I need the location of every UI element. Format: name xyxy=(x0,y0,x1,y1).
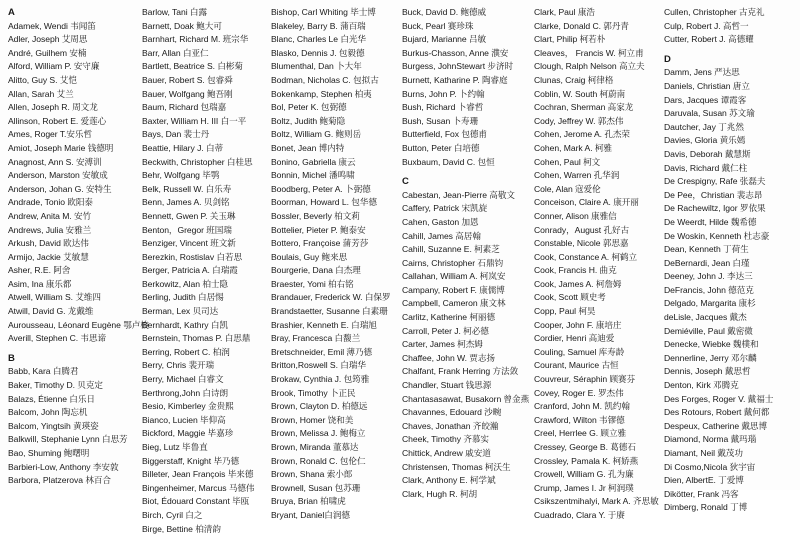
index-entry: Bartlett, Beatrice S. 白彬菊 xyxy=(142,61,243,72)
index-entry: Constable, Nicole 郭思嘉 xyxy=(534,238,629,249)
index-entry: Adamek, Wendi 韦闻笛 xyxy=(8,20,96,31)
index-entry: Chavannes, Edouard 沙畹 xyxy=(402,407,502,418)
index-entry: Cressey, George B. 葛德石 xyxy=(534,442,636,452)
index-entry: Cairns, Christopher 石鼎钧 xyxy=(402,257,504,268)
index-entry: Balcom, John 陶忘机 xyxy=(8,407,88,418)
index-entry: Coblin, W. South 柯蔚南 xyxy=(534,88,626,99)
index-entry: Barnhart, Richard M. 班宗华 xyxy=(142,34,249,45)
index-entry: Cook, Scott 顾史考 xyxy=(534,292,606,303)
index-entry: Brandstaetter, Susanne 白素珊 xyxy=(271,306,388,317)
index-entry: Creel, Herrlee G. 顾立雅 xyxy=(534,428,627,439)
index-entry: Csikszentmihalyi, Mark A. 齐思敏 xyxy=(534,496,659,507)
index-entry: Brashier, Kenneth E. 白瑞旭 xyxy=(271,319,377,330)
index-entry: Butterfield, Fox 包德甫 xyxy=(402,129,487,140)
index-entry: Cutter, Robert J. 高德耀 xyxy=(664,34,754,45)
index-entry: Bush, Susan 卜寿珊 xyxy=(402,115,479,126)
index-entry: Dennerline, Jerry 邓尔麟 xyxy=(664,352,757,363)
index-entry: Bonet, Jean 博内特 xyxy=(271,142,345,153)
index-entry: Boltz, William G. 鲍则岳 xyxy=(271,129,362,140)
index-entry: Denecke, Wiebke 魏樸和 xyxy=(664,339,759,350)
index-entry: Beattie, Hilary J. 白蒂 xyxy=(142,142,224,153)
index-entry: Allinson, Robert E. 爱莲心 xyxy=(8,115,107,126)
index-entry: Benton，Gregor 班国瑞 xyxy=(142,224,232,235)
index-entry: Berring, Robert C. 柏润 xyxy=(142,346,230,357)
index-entry: Bieg, Lutz 毕鲁直 xyxy=(142,442,208,452)
index-entry: Berry, Chris 裴开瑞 xyxy=(142,360,215,371)
index-entry: Brown, Miranda 董慕达 xyxy=(271,442,359,452)
index-entry: Baum, Richard 包瑞嘉 xyxy=(142,102,227,113)
index-entry: De Weerdt, Hilde 魏希德 xyxy=(664,216,757,227)
index-entry: Denton, Kirk 邓腾克 xyxy=(664,380,739,391)
index-entry: Andrade, Tonio 欧阳泰 xyxy=(8,197,93,208)
index-entry: Andrew, Anita M. 安竹 xyxy=(8,210,92,221)
index-entry: Baker, Timothy D. 贝克定 xyxy=(8,380,103,391)
index-entry: Boltz, Judith 鲍菊隐 xyxy=(271,115,346,126)
index-entry: Cheek, Timothy 齐慕实 xyxy=(402,434,489,445)
index-entry: Bao, Shuming 鲍曙明 xyxy=(8,448,90,458)
index-entry: Bickford, Maggie 毕嘉珍 xyxy=(142,428,234,439)
index-entry: De Woskin, Kenneth 杜志豪 xyxy=(664,230,770,241)
index-entry: Bonnin, Michel 潘鸣啸 xyxy=(271,170,355,181)
index-entry: Billeter, Jean François 毕来德 xyxy=(142,469,254,480)
index-entry: Allen, Joseph R. 周文龙 xyxy=(8,102,98,113)
index-entry: Adler, Joseph 艾周思 xyxy=(8,34,88,45)
index-entry: Diamond, Norma 戴玛瑙 xyxy=(664,434,757,445)
index-entry: Balcom, Yingtsih 黄瑛姿 xyxy=(8,420,99,431)
index-entry: Birch, Cyril 白之 xyxy=(142,509,203,520)
section-letter-heading: B xyxy=(8,352,15,364)
section-letter-heading: C xyxy=(402,176,409,188)
index-entry: Dien, AlbertE. 丁爱博 xyxy=(664,475,744,486)
index-entry: Cook, Constance A. 柯鹤立 xyxy=(534,251,638,262)
index-entry: Carter, James 柯杰姆 xyxy=(402,339,483,350)
index-entry: DeFrancis, John 德范克 xyxy=(664,284,754,295)
index-entry: Balazs, Étienne 白乐日 xyxy=(8,393,95,404)
index-entry: DeBernardi, Jean 白瑾 xyxy=(664,257,750,268)
index-entry: Crump, James I. Jr 柯润璞 xyxy=(534,482,634,493)
index-entry: Boorman, Howard L. 包华德 xyxy=(271,197,377,208)
index-entry: Burnett, Katharine P. 陶睿庭 xyxy=(402,74,508,85)
index-entry: Culp, Robert J. 高哲一 xyxy=(664,20,749,31)
index-entry: Allan, Sarah 艾兰 xyxy=(8,88,74,99)
index-entry: Crawford, Wilton 韦镠德 xyxy=(534,414,625,425)
index-entry: Brown, Ronald C. 包伦仁 xyxy=(271,455,366,466)
index-entry: Brandauer, Frederick W. 白保罗 xyxy=(271,292,391,303)
index-entry: Bonino, Gabriella 康云 xyxy=(271,156,356,167)
index-entry: Blumenthal, Dan 卜大年 xyxy=(271,61,362,72)
index-entry: Cohen, Warren 孔华润 xyxy=(534,170,620,181)
index-entry: Demiéville, Paul 戴密微 xyxy=(664,325,753,336)
index-entry: Barbora, Platzerova 林百合 xyxy=(8,475,111,486)
index-entry: Andrews, Julia 安雅兰 xyxy=(8,224,92,235)
index-entry: Barbieri-Low, Anthony 李安敦 xyxy=(8,461,119,472)
index-entry: Barnett, Doak 鲍大可 xyxy=(142,20,222,31)
index-entry: Averill, Stephen C. 韦思谛 xyxy=(8,333,107,344)
index-entry: Britton,Roswell S. 白瑞华 xyxy=(271,360,366,371)
index-entry: Cabestan, Jean-Pierre 高敬文 xyxy=(402,189,515,200)
index-entry: Couvreur, Séraphin 顾赛芬 xyxy=(534,374,636,385)
index-entry: Brown, Melissa J. 鲍梅立 xyxy=(271,428,366,439)
index-entry: Barr, Allan 白亚仁 xyxy=(142,47,209,58)
index-column-3 xyxy=(271,6,401,523)
index-entry: Alitto, Guy S. 艾恺 xyxy=(8,74,77,85)
index-entry: Diamant, Neil 戴茂功 xyxy=(664,448,743,458)
index-entry: Callahan, William A. 柯岚安 xyxy=(402,271,506,282)
index-entry: Crowell, William G. 孔为廉 xyxy=(534,469,634,480)
index-entry: Clark, Paul 康浩 xyxy=(534,7,595,17)
index-entry: Bays, Dan 裴士丹 xyxy=(142,129,210,140)
index-entry: Cuadrado, Clara Y. 于赓 xyxy=(534,509,625,520)
index-entry: Burkus-Chasson, Anne 濮安 xyxy=(402,47,509,58)
index-entry: Conceison, Claire A. 康开丽 xyxy=(534,197,639,208)
index-entry: Campany, Robert F. 康儒博 xyxy=(402,284,505,295)
index-entry: Carlitz, Katherine 柯丽德 xyxy=(402,312,495,323)
index-entry: Christensen, Thomas 柯沃生 xyxy=(402,461,511,472)
index-entry: Caffery, Patrick 宋凯旋 xyxy=(402,203,488,214)
index-entry: Bottelier, Pieter P. 鲍泰安 xyxy=(271,224,366,235)
index-entry: Cranford, John M. 凯约翰 xyxy=(534,401,630,412)
section-letter-heading: A xyxy=(8,7,15,18)
index-entry: Bol, Peter K. 包弼德 xyxy=(271,102,347,113)
index-entry: Cahill, Suzanne E. 柯素芝 xyxy=(402,244,500,255)
index-entry: Babb, Kara 白腾君 xyxy=(8,366,79,377)
index-entry: Cahill, James 高居翰 xyxy=(402,230,481,241)
index-entry: Cochran, Sherman 高家龙 xyxy=(534,102,634,113)
index-entry: Dautcher, Jay 丁兆然 xyxy=(664,121,744,132)
index-entry: Cook, Francis H. 曲克 xyxy=(534,265,617,276)
index-entry: Behr, Wolfgang 毕鹗 xyxy=(142,170,220,181)
index-entry: Brown, Clayton D. 柏德远 xyxy=(271,401,368,412)
index-entry: Chaves, Jonathan 齐皎瀚 xyxy=(402,420,499,431)
index-entry: Dean, Kenneth 丁荷生 xyxy=(664,244,749,255)
index-entry: Bauer, Robert S. 包睿舜 xyxy=(142,74,233,85)
index-entry: Bryant, Daniel白润德 xyxy=(271,509,350,520)
index-entry: Chalfant, Frank Herring 方法敛 xyxy=(402,366,519,377)
index-entry: Bingenheimer, Marcus 马德伟 xyxy=(142,482,255,493)
index-entry: Barlow, Tani 白露 xyxy=(142,7,208,17)
index-entry: Balkwill, Stephanie Lynn 白思芳 xyxy=(8,434,128,445)
index-entry: Conner, Alison 康雅信 xyxy=(534,210,617,221)
index-entry: Davis, Deborah 戴慧斯 xyxy=(664,148,751,159)
index-entry: Anderson, Marston 安敏成 xyxy=(8,170,108,181)
index-entry: Clart, Philip 柯若朴 xyxy=(534,34,606,45)
index-entry: Asher, R.E. 阿舍 xyxy=(8,265,71,276)
index-entry: Deeney, John J. 李达三 xyxy=(664,271,753,282)
index-entry: Clunas, Craig 柯律格 xyxy=(534,74,614,85)
index-entry: Daniels, Christian 唐立 xyxy=(664,80,750,91)
index-entry: Buck, David D. 鲍德威 xyxy=(402,7,487,17)
index-column-1 xyxy=(8,6,149,488)
index-entry: Berkowitz, Alan 柏士隐 xyxy=(142,278,228,289)
index-entry: Baxter, William H. III 白一平 xyxy=(142,115,247,126)
index-entry: Despeux, Catherine 戴思博 xyxy=(664,420,768,431)
index-column-5 xyxy=(534,6,660,523)
index-entry: Dennis, Joseph 戴思哲 xyxy=(664,366,751,377)
index-column-4 xyxy=(402,6,534,501)
index-entry: Bruya, Brian 柏啸虎 xyxy=(271,496,346,507)
index-entry: Cohen, Mark A. 柯雅 xyxy=(534,142,612,153)
index-entry: Di Cosmo,Nicola 狄宇宙 xyxy=(664,461,756,472)
index-entry: Clough, Ralph Nelson 高立夫 xyxy=(534,61,645,72)
index-entry: Bauer, Wolfgang 鲍吾刚 xyxy=(142,88,233,99)
index-entry: Belk, Russell W. 白乐寿 xyxy=(142,183,232,194)
index-entry: Armijo, Jackie 艾敏慧 xyxy=(8,251,89,262)
index-entry: Benn, James A. 贝剑铭 xyxy=(142,197,230,208)
index-entry: Crossley, Pamala K. 柯娇燕 xyxy=(534,455,639,466)
index-entry: Brown, Homer 饶和美 xyxy=(271,414,354,425)
index-entry: Cohen, Jerome A. 孔杰荣 xyxy=(534,129,630,140)
index-entry: Biot, Édouard Constant 毕瓯 xyxy=(142,496,250,507)
index-entry: Couling, Samuel 库寿龄 xyxy=(534,346,625,357)
index-entry: Campbell, Cameron 康文林 xyxy=(402,298,506,309)
index-entry: Cook, James A. 柯詹姆 xyxy=(534,278,622,289)
index-entry: deLisle, Jacques 戴杰 xyxy=(664,312,747,323)
index-entry: Bianco, Lucien 毕仰高 xyxy=(142,414,226,425)
index-entry: Des Forges, Roger V. 戴福士 xyxy=(664,393,774,404)
index-entry: Blakeley, Barry B. 蒲百瑞 xyxy=(271,20,366,31)
index-entry: Boodberg, Peter A. 卜弼德 xyxy=(271,183,371,194)
index-entry: Brook, Timothy 卜正民 xyxy=(271,387,356,398)
index-entry: Clarke, Donald C. 郭丹青 xyxy=(534,20,629,31)
index-entry: Bodman, Nicholas C. 包拟古 xyxy=(271,74,379,85)
index-entry: Blanc, Charles Le 白光华 xyxy=(271,34,366,45)
index-entry: Bishop, Carl Whiting 毕士博 xyxy=(271,7,376,17)
index-entry: Brownell, Susan 包苏珊 xyxy=(271,482,361,493)
index-entry: Cole, Alan 寇爱伦 xyxy=(534,183,601,194)
index-entry: Davies, Gloria 黄乐嫣 xyxy=(664,135,746,146)
index-entry: Buxbaum, David C. 包恒 xyxy=(402,156,495,167)
index-entry: Brown, Shana 索小郎 xyxy=(271,469,353,480)
index-entry: Besio, Kimberley 金贵熙 xyxy=(142,401,234,412)
index-entry: Bernstein, Thomas P. 白思鼎 xyxy=(142,333,251,344)
index-entry: Courant, Maurice 古恒 xyxy=(534,360,619,371)
index-entry: Burgess, JohnStewart 步济时 xyxy=(402,61,514,72)
index-entry: Bokenkamp, Stephen 柏夷 xyxy=(271,88,372,99)
index-entry: Benziger, Vincent 班文新 xyxy=(142,238,236,249)
index-entry: Braester, Yomi 柏右铭 xyxy=(271,278,354,289)
index-entry: Atwell, William S. 艾维四 xyxy=(8,292,101,303)
index-entry: Bray, Francesca 白馥兰 xyxy=(271,333,361,344)
index-entry: Bottero, Françoise 蒲芳莎 xyxy=(271,238,369,249)
index-entry: Delgado, Margarita 康杉 xyxy=(664,298,756,309)
index-column-2 xyxy=(142,6,270,536)
index-entry: Arkush, David 欧达伟 xyxy=(8,238,89,249)
index-entry: Ames, Roger T.安乐哲 xyxy=(8,129,92,140)
index-entry: Cooper, John F. 康培庄 xyxy=(534,319,622,330)
index-entry: Alford, William P. 安守廉 xyxy=(8,61,100,72)
index-entry: Chittick, Andrew 戚安道 xyxy=(402,448,491,458)
index-entry: Bretschneider, Emil 薄乃德 xyxy=(271,346,373,357)
section-letter-heading: D xyxy=(664,53,671,65)
index-entry: Copp, Paul 柯昊 xyxy=(534,306,596,317)
index-entry: Carroll, Peter J. 柯必德 xyxy=(402,325,489,336)
index-entry: Damm, Jens 严达思 xyxy=(664,67,740,78)
index-entry: De Rachewiltz, Igor 罗依果 xyxy=(664,203,766,214)
index-entry: Conrady，August 孔好古 xyxy=(534,224,630,235)
index-entry: Birge, Bettine 柏清韵 xyxy=(142,523,221,534)
index-entry: Berry, Michael 白睿文 xyxy=(142,374,224,385)
index-entry: Bennett, Gwen P. 关玉琳 xyxy=(142,210,236,221)
index-entry: Blasko, Dennis J. 包毅德 xyxy=(271,47,365,58)
index-entry: Brokaw, Cynthia J. 包筠雅 xyxy=(271,374,370,385)
index-entry: Berman, Lex 贝司达 xyxy=(142,306,219,317)
index-entry: Clark, Hugh R. 柯胡 xyxy=(402,488,478,499)
index-entry: Berling, Judith 白居惕 xyxy=(142,292,224,303)
index-entry: Chantasasawat, Busakorn 曾金燕 xyxy=(402,393,530,404)
index-entry: De Crespigny, Rafe 张磊夫 xyxy=(664,176,766,187)
index-entry: Aurousseau, Léonard Eugène 鄂卢梭 xyxy=(8,319,149,330)
index-entry: Cleaves， Francis W. 柯立甫 xyxy=(534,47,644,58)
index-entry: Chandler, Stuart 钱思源 xyxy=(402,380,492,391)
index-entry: Bujard, Marianne 吕敏 xyxy=(402,34,487,45)
index-entry: Burns, John P. 卜约翰 xyxy=(402,88,485,99)
index-entry: Cahen, Gaston 加恩 xyxy=(402,216,479,227)
index-entry: Des Rotours, Robert 戴何都 xyxy=(664,407,770,418)
index-entry: Cordier, Henri 高迪爱 xyxy=(534,333,615,344)
index-entry: André, Guilhem 安楠 xyxy=(8,47,87,58)
index-entry: Anderson, Johan G. 安特生 xyxy=(8,183,112,194)
index-entry: Clark, Anthony E. 柯学斌 xyxy=(402,475,496,486)
index-entry: Bossler, Beverly 柏文莉 xyxy=(271,210,360,221)
index-entry: Cohen, Paul 柯文 xyxy=(534,156,601,167)
index-entry: Dimberg, Ronald 丁博 xyxy=(664,502,748,513)
index-entry: Button, Peter 白培德 xyxy=(402,142,480,153)
index-entry: Cullen, Christopher 古克礼 xyxy=(664,7,765,17)
index-entry: Davis, Richard 戴仁柱 xyxy=(664,162,748,173)
index-entry: Beckwith, Christopher 白桂思 xyxy=(142,156,253,167)
index-column-6 xyxy=(664,6,800,515)
index-entry: Dikötter, Frank 冯客 xyxy=(664,488,739,499)
index-entry: Bush, Richard 卜睿哲 xyxy=(402,102,484,113)
index-entry: Amiot, Joseph Marie 钱德明 xyxy=(8,142,114,153)
index-entry: Bernhardt, Kathry 白凯 xyxy=(142,319,228,330)
index-entry: Cody, Jeffrey W. 郭杰伟 xyxy=(534,115,624,126)
index-entry: Dars, Jacques 谭霞客 xyxy=(664,94,747,105)
index-entry: Anagnost, Ann S. 安溥训 xyxy=(8,156,102,167)
index-entry: De Pee，Christian 裴志昂 xyxy=(664,189,763,200)
index-entry: Covey, Roger E. 罗杰伟 xyxy=(534,387,624,398)
index-entry: Buck, Pearl 赛珍珠 xyxy=(402,20,474,31)
index-entry: Asim, Ina 康乐都 xyxy=(8,278,72,289)
index-entry: Boulais, Guy 鲍来思 xyxy=(271,251,348,262)
index-entry: Daruvala, Susan 苏文瑜 xyxy=(664,108,755,119)
index-entry: Chaffee, John W. 贾志扬 xyxy=(402,352,495,363)
index-entry: Bourgerie, Dana 白杰理 xyxy=(271,265,361,276)
index-entry: Biggerstaff, Knight 毕乃德 xyxy=(142,455,240,466)
index-entry: Berezkin, Rostislav 白若思 xyxy=(142,251,243,262)
index-entry: Atwill, David G. 龙戴维 xyxy=(8,306,94,317)
index-entry: Berthrong,John 白诗朗 xyxy=(142,387,229,398)
index-entry: Berger, Patricia A. 白瑞霞 xyxy=(142,265,238,276)
